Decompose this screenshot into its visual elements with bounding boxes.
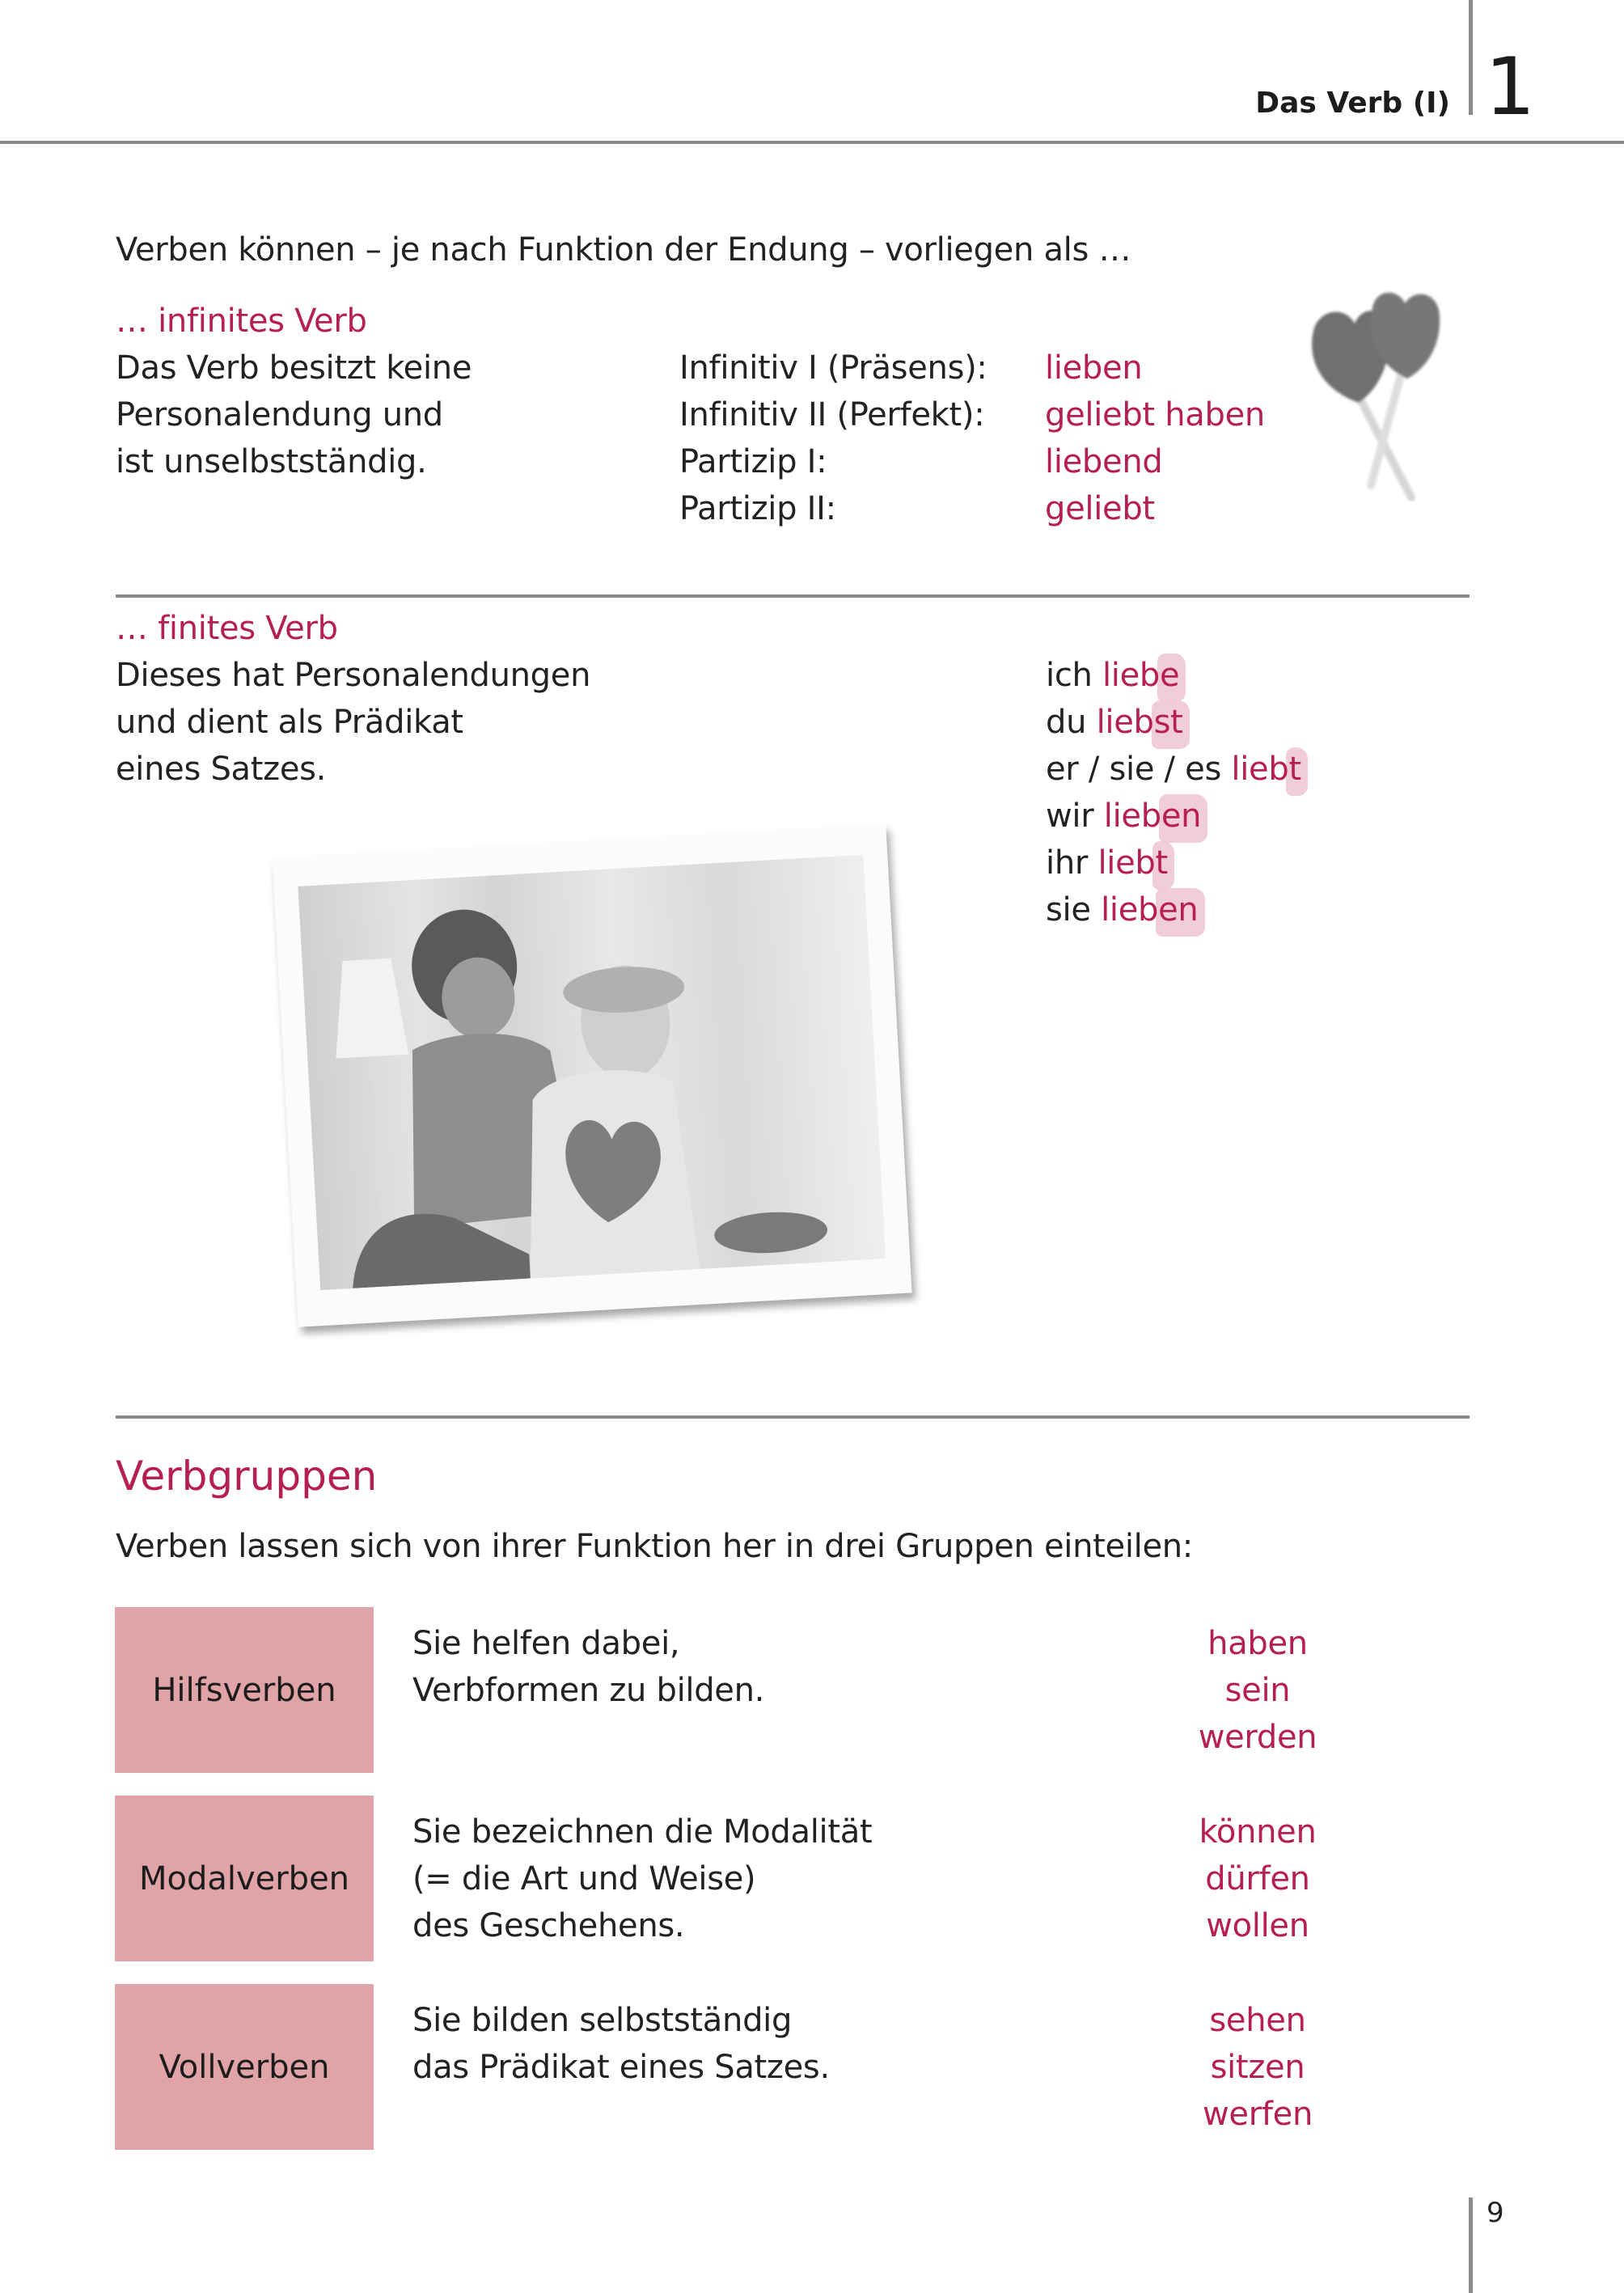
conjugation-row [1046, 793, 1301, 840]
example-verb: können [1199, 1813, 1317, 1851]
group-examples [1177, 1620, 1339, 1761]
group-examples [1177, 1809, 1339, 1949]
pronoun: er / sie / es [1046, 751, 1221, 788]
section-divider [116, 1415, 1470, 1419]
couple-surprise-photo [272, 824, 911, 1327]
finite-heading: … finites Verb [116, 610, 338, 647]
conjugation-row [1046, 746, 1301, 793]
conjugation-list [1046, 652, 1301, 933]
infinite-forms-values [1045, 345, 1265, 532]
verb-stem: lieb [1097, 844, 1156, 882]
group-description [412, 1620, 764, 1714]
pronoun: ihr [1046, 844, 1089, 882]
conjugation-row [1046, 652, 1301, 699]
description-line: des Geschehens. [412, 1907, 685, 1944]
example-verb: wollen [1206, 1907, 1309, 1944]
group-examples [1177, 1997, 1339, 2138]
pronoun: sie [1046, 891, 1091, 929]
verb-ending: t [1155, 840, 1167, 886]
description-line: (= die Art und Weise) [412, 1860, 756, 1897]
description-line: und dient als Prädikat [116, 704, 463, 741]
example-verb: werfen [1202, 2096, 1313, 2133]
description-line: Dieses hat Personalendungen [116, 657, 591, 694]
header-rule [0, 141, 1624, 144]
description-line: Sie bilden selbstständig [412, 2002, 793, 2039]
description-line: Sie helfen dabei, [412, 1625, 680, 1662]
description-line: Verbformen zu bilden. [412, 1672, 765, 1709]
verb-stem: lieb [1101, 891, 1159, 929]
verb-stem: lieb [1103, 797, 1161, 835]
group-label-hilfsverben: Hilfsverben [115, 1607, 374, 1773]
group-description [412, 1997, 830, 2091]
section-divider [116, 594, 1470, 598]
example-verb: sitzen [1210, 2049, 1305, 2086]
pronoun: du [1046, 704, 1087, 741]
header-vertical-rule [1469, 0, 1473, 115]
description-line: Sie bezeichnen die Modalität [412, 1813, 873, 1851]
example-verb: haben [1207, 1625, 1308, 1662]
form-value: geliebt [1045, 490, 1155, 527]
verbgruppen-intro: Verben lassen sich von ihrer Funktion her in drei Gruppen einteilen: [116, 1528, 1193, 1565]
verb-ending: st [1154, 699, 1183, 746]
verb-ending: t [1288, 746, 1300, 793]
conjugation-row [1046, 840, 1301, 886]
verb-stem: lieb [1096, 704, 1154, 741]
pronoun: wir [1046, 797, 1094, 835]
finite-description [116, 652, 590, 793]
intro-text: Verben können – je nach Funktion der Endung – vorliegen als … [116, 231, 1131, 269]
form-value: lieben [1045, 349, 1143, 387]
infinite-heading: … infinites Verb [116, 302, 367, 340]
photo-illustration [298, 855, 886, 1290]
form-label: Infinitiv I (Präsens): [679, 349, 988, 387]
form-label: Partizip II: [679, 490, 836, 527]
description-line: das Prädikat eines Satzes. [412, 2049, 830, 2086]
description-line: ist unselbstständig. [116, 443, 427, 480]
form-value: geliebt haben [1045, 396, 1265, 434]
group-description [412, 1809, 872, 1949]
form-value: liebend [1045, 443, 1163, 480]
example-verb: sein [1224, 1672, 1291, 1709]
example-verb: sehen [1209, 2002, 1306, 2039]
conjugation-row [1046, 886, 1301, 933]
form-label: Infinitiv II (Perfekt): [679, 396, 985, 434]
infinite-forms-labels [679, 345, 988, 532]
verbgruppen-title: Verbgruppen [116, 1453, 378, 1500]
conjugation-row [1046, 699, 1301, 746]
photo-image [298, 855, 886, 1290]
verb-ending: e [1160, 652, 1179, 699]
description-line: eines Satzes. [116, 751, 327, 788]
verb-ending: en [1161, 793, 1201, 840]
verb-ending: en [1158, 886, 1198, 933]
infinite-description [116, 345, 472, 485]
pronoun: ich [1046, 657, 1093, 694]
chapter-title: Das Verb (I) [1255, 87, 1450, 120]
description-line: Das Verb besitzt keine [116, 349, 472, 387]
form-label: Partizip I: [679, 443, 827, 480]
page-number: 9 [1487, 2197, 1504, 2229]
group-label-modalverben: Modalverben [115, 1796, 374, 1961]
verb-stem: lieb [1102, 657, 1161, 694]
example-verb: dürfen [1205, 1860, 1310, 1897]
verb-stem: lieb [1231, 751, 1289, 788]
heart-lollipops-icon [1282, 267, 1468, 501]
description-line: Personalendung und [116, 396, 443, 434]
footer-vertical-rule [1469, 2198, 1473, 2293]
example-verb: werden [1198, 1719, 1317, 1756]
group-label-vollverben: Vollverben [115, 1984, 374, 2150]
chapter-number: 1 [1485, 41, 1536, 133]
